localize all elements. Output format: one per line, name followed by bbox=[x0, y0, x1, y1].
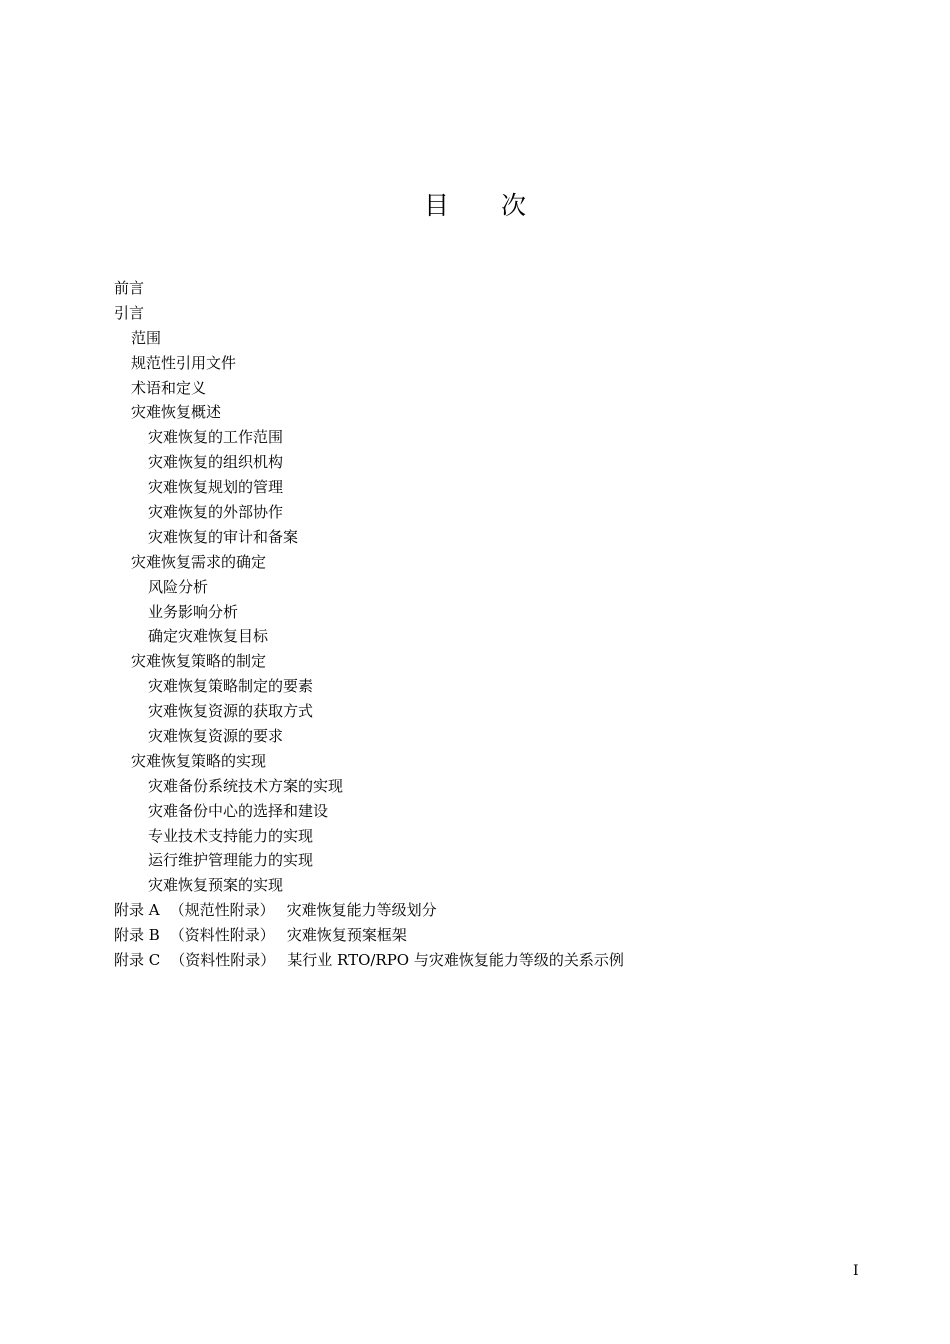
toc-entry-text: 运行维护管理能力的实现 bbox=[148, 851, 314, 870]
toc-entry-text: 灾难恢复需求的确定 bbox=[131, 552, 267, 571]
toc-entry-text: 范围 bbox=[131, 328, 162, 347]
toc-entry-dr-organization[interactable] bbox=[114, 450, 874, 475]
toc-entry-text: 灾难恢复策略的制定 bbox=[131, 652, 267, 671]
toc-entry-risk-analysis[interactable] bbox=[114, 575, 874, 600]
toc-entry-text: 引言 bbox=[114, 303, 145, 322]
toc-entry-dr-resource-acquisition[interactable] bbox=[114, 699, 874, 724]
appendix-type: （资料性附录） bbox=[169, 926, 275, 945]
toc-entry-appendix-b[interactable] bbox=[114, 923, 874, 948]
toc-entry-dr-objectives[interactable] bbox=[114, 624, 874, 649]
toc-entry-dr-overview[interactable] bbox=[114, 400, 874, 425]
toc-entry-dr-plan-implementation[interactable] bbox=[114, 873, 874, 898]
appendix-type: （规范性附录） bbox=[169, 901, 275, 920]
toc-entry-appendix-c[interactable] bbox=[114, 948, 874, 973]
toc-entry-appendix-a[interactable] bbox=[114, 898, 874, 923]
appendix-title: 某行业 RTO/RPO 与灾难恢复能力等级的关系示例 bbox=[287, 951, 624, 970]
page-title bbox=[0, 188, 950, 224]
toc-entry-dr-planning-management[interactable] bbox=[114, 475, 874, 500]
toc-entry-text: 灾难恢复的审计和备案 bbox=[148, 527, 299, 546]
toc-entry-text: 确定灾难恢复目标 bbox=[148, 627, 269, 646]
toc-entry-foreword[interactable] bbox=[114, 276, 874, 301]
toc-entry-backup-center[interactable] bbox=[114, 799, 874, 824]
toc-entry-text: 灾难恢复的外部协作 bbox=[148, 503, 284, 522]
toc-entry-text: 灾难恢复资源的获取方式 bbox=[148, 702, 314, 721]
toc-entry-backup-system-solution[interactable] bbox=[114, 774, 874, 799]
appendix-type: （资料性附录） bbox=[170, 951, 276, 970]
toc-entry-normative-references[interactable] bbox=[114, 351, 874, 376]
toc-entry-text: 灾难恢复概述 bbox=[131, 403, 222, 422]
appendix-label: 附录 B bbox=[114, 926, 160, 945]
toc-entry-introduction[interactable] bbox=[114, 301, 874, 326]
toc-entry-text: 灾难备份系统技术方案的实现 bbox=[148, 776, 344, 795]
page-number: I bbox=[853, 1263, 859, 1279]
toc-entry-technical-support[interactable] bbox=[114, 824, 874, 849]
toc-entry-dr-audit-filing[interactable] bbox=[114, 525, 874, 550]
toc-entry-business-impact-analysis[interactable] bbox=[114, 600, 874, 625]
toc-entry-text: 风险分析 bbox=[148, 577, 209, 596]
toc-entry-dr-strategy-formulation[interactable] bbox=[114, 649, 874, 674]
appendix-title: 灾难恢复能力等级划分 bbox=[286, 901, 437, 920]
toc-entry-dr-requirements[interactable] bbox=[114, 550, 874, 575]
toc-entry-text: 灾难恢复的组织机构 bbox=[148, 453, 284, 472]
toc-entry-dr-strategy-elements[interactable] bbox=[114, 674, 874, 699]
appendix-label: 附录 A bbox=[114, 901, 160, 920]
toc-entry-text: 灾难恢复策略的实现 bbox=[131, 751, 267, 770]
toc-entry-dr-external-cooperation[interactable] bbox=[114, 500, 874, 525]
toc-entry-text: 规范性引用文件 bbox=[131, 353, 237, 372]
appendix-label: 附录 C bbox=[114, 951, 161, 970]
toc-entry-terms-definitions[interactable] bbox=[114, 376, 874, 401]
toc-entry-text: 术语和定义 bbox=[131, 378, 207, 397]
toc-entry-scope[interactable] bbox=[114, 326, 874, 351]
toc-entry-text: 灾难恢复的工作范围 bbox=[148, 428, 284, 447]
table-of-contents bbox=[114, 276, 874, 973]
toc-entry-text: 灾难备份中心的选择和建设 bbox=[148, 801, 329, 820]
page-title-char-1: 目 bbox=[423, 191, 449, 220]
toc-entry-text: 业务影响分析 bbox=[148, 602, 239, 621]
toc-entry-text: 前言 bbox=[114, 279, 145, 297]
toc-entry-dr-strategy-implementation[interactable] bbox=[114, 749, 874, 774]
toc-entry-text: 专业技术支持能力的实现 bbox=[148, 826, 314, 845]
page-title-char-2: 次 bbox=[501, 191, 527, 220]
appendix-title: 灾难恢复预案框架 bbox=[286, 926, 407, 945]
toc-entry-text: 灾难恢复资源的要求 bbox=[148, 727, 284, 746]
toc-entry-text: 灾难恢复预案的实现 bbox=[148, 876, 284, 895]
toc-entry-operations-maintenance[interactable] bbox=[114, 848, 874, 873]
toc-entry-dr-work-scope[interactable] bbox=[114, 425, 874, 450]
toc-entry-text: 灾难恢复策略制定的要素 bbox=[148, 677, 314, 696]
toc-entry-text: 灾难恢复规划的管理 bbox=[148, 478, 284, 497]
toc-entry-dr-resource-requirements[interactable] bbox=[114, 724, 874, 749]
